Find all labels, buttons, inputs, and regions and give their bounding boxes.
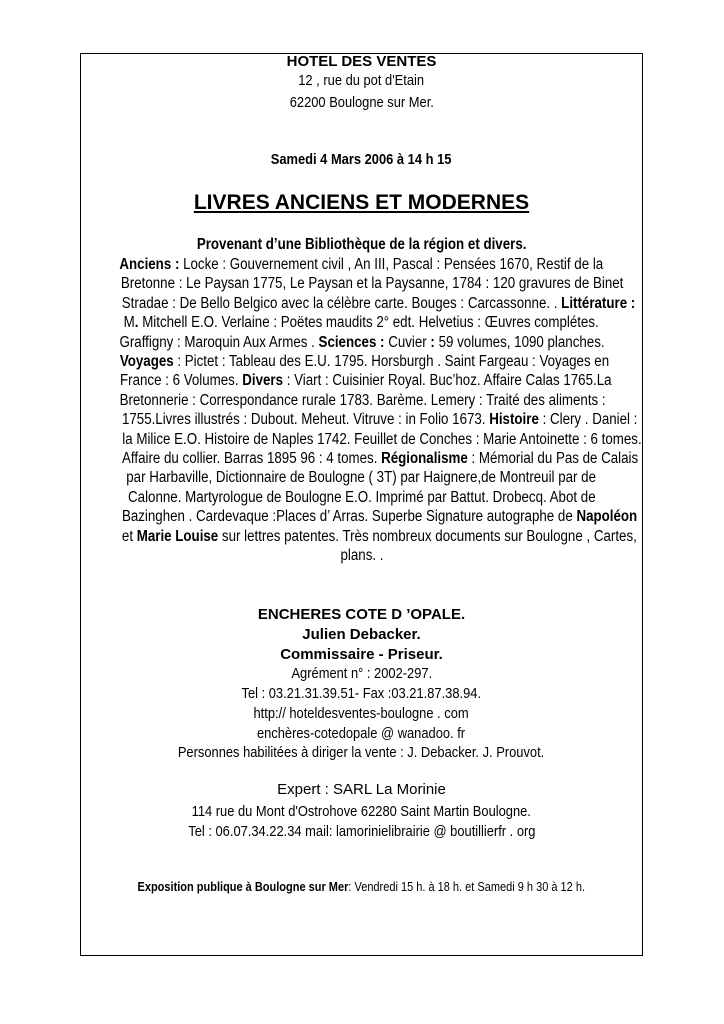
description-text: 1755.Livres illustrés : Dubout. Meheut. Vitruve : in Folio 1673.: [121, 411, 490, 429]
description-keyword: Régionalisme: [381, 450, 468, 467]
description-line-text: [122, 507, 637, 526]
description-text: M: [123, 314, 136, 332]
phone-fax: Tel : 03.21.31.39.51- Fax :03.21.87.38.94.: [241, 685, 482, 702]
description-keyword: Histoire: [489, 411, 539, 429]
authorized-persons: Personnes habilitées à diriger la vente : J. Debacker. J. Prouvot.: [178, 744, 545, 761]
venue-address-city: 62200 Boulogne sur Mer.: [289, 94, 434, 111]
description-text: : Clery . Daniel :: [538, 411, 638, 429]
description-line: [80, 430, 643, 449]
description-line: [80, 546, 643, 565]
auctioneer-role: Commissaire - Priseur.: [280, 646, 443, 663]
description-keyword: Littérature :: [561, 294, 636, 312]
description-line: [80, 468, 643, 487]
description-text: France : 6 Volumes.: [120, 372, 243, 390]
description-line: [80, 410, 643, 429]
description-line: [80, 352, 643, 371]
description-text: plans. .: [339, 547, 383, 564]
description-text: : Pictet : Tableau des E.U. 1795. Horsburgh . Saint Fargeau : Voyages en: [173, 353, 610, 370]
description-line-text: [128, 488, 596, 507]
description-line-text: [122, 430, 641, 449]
description-text: et: [121, 527, 137, 545]
description-line: [80, 391, 643, 410]
description-line-text: [124, 313, 599, 332]
website: http:// hoteldesventes-boulogne . com: [253, 705, 470, 722]
description-keyword: Sciences :: [318, 333, 385, 351]
description-text: Cuvier: [384, 333, 431, 351]
description-text: Stradae : De Bello Belgico avec la célèbre carte. Bouges : Carcassonne. .: [121, 294, 562, 312]
expert-address: 114 rue du Mont d'Ostrohove 62280 Saint Martin Boulogne.: [191, 803, 532, 820]
auctioneer-name: Julien Debacker.: [302, 626, 421, 643]
description-keyword: Voyages: [119, 353, 174, 370]
venue-title: HOTEL DES VENTES: [286, 53, 437, 70]
exposition-info: [80, 879, 643, 895]
description-keyword: Napoléon: [576, 508, 638, 526]
description-text: Bazinghen . Cardevaque :Places d’ Arras. Superbe Signature autographe de: [121, 508, 577, 526]
description-intro: Provenant d’une Bibliothèque de la région et divers.: [196, 236, 527, 253]
description-line-text: [122, 294, 635, 313]
expert-name: Expert : SARL La Morinie: [277, 781, 446, 798]
description-line: [80, 507, 643, 526]
sale-title: LIVRES ANCIENS ET MODERNES: [193, 191, 530, 214]
description-text: Bretonne : Le Paysan 1775, Le Paysan et la Paysanne, 1784 : 120 gravures de Binet: [120, 275, 624, 293]
description-keyword: :: [430, 333, 435, 351]
description-text: Locke : Gouvernement civil , An III, Pascal : Pensées 1670, Restif de la: [183, 256, 604, 273]
sale-date: Samedi 4 Mars 2006 à 14 h 15: [271, 151, 452, 168]
email: enchères-cotedopale @ wanadoo. fr: [257, 725, 466, 742]
description-text: 59 volumes, 1090 planches.: [434, 333, 605, 351]
description-text: Affaire du collier. Barras 1895 96 : 4 tomes.: [122, 450, 382, 467]
description-line-text: [127, 468, 597, 487]
description-line-text: [120, 255, 604, 274]
description-line-text: [122, 410, 637, 429]
venue-address-street: 12 , rue du pot d'Etain: [298, 72, 425, 89]
description-line-text: [121, 274, 623, 293]
description-line: [80, 449, 643, 468]
description-text: la Milice E.O. Histoire de Naples 1742. Feuillet de Conches : Marie Antoinette : 6 tomes.: [122, 430, 642, 448]
description-line: [80, 333, 643, 352]
description-text: Graffigny : Maroquin Aux Armes .: [119, 333, 319, 351]
exposition-label: Exposition publique à Boulogne sur Mer: [137, 880, 349, 894]
description-line-text: [120, 391, 606, 410]
description-line: [80, 527, 643, 546]
description-line: [80, 371, 643, 390]
description-text: : Viart : Cuisinier Royal. Buc’hoz. Affaire Calas 1765.La: [283, 372, 612, 390]
description-line-text: [120, 371, 612, 390]
description-line: [80, 274, 643, 293]
description-text: Bretonnerie : Correspondance rurale 1783. Barème. Lemery : Traité des aliments :: [119, 391, 606, 409]
description-line-text: [340, 546, 383, 565]
description-text: sur lettres patentes. Très nombreux documents sur Boulogne , Cartes,: [218, 527, 637, 545]
description-text: : Mémorial du Pas de Calais: [467, 450, 639, 467]
agrement-number: Agrément n° : 2002-297.: [291, 665, 432, 682]
auction-firm: ENCHERES COTE D ’OPALE.: [257, 606, 466, 623]
description-text: Mitchell E.O. Verlaine : Poëtes maudits 2° edt. Helvetius : Œuvres complétes.: [138, 314, 600, 332]
description-line-text: [119, 333, 604, 352]
exposition-details: : Vendredi 15 h. à 18 h. et Samedi 9 h 30 à 12 h.: [348, 880, 586, 894]
description-line: [80, 488, 643, 507]
description-line: [80, 294, 643, 313]
description-line-text: [122, 527, 637, 546]
description-keyword: .: [135, 314, 139, 332]
expert-contact: Tel : 06.07.34.22.34 mail: lamorinielibrairie @ boutillierfr . org: [187, 823, 536, 840]
description-keyword: Marie Louise: [136, 527, 219, 545]
description-line-text: [122, 449, 638, 468]
description-text: par Harbaville, Dictionnaire de Boulogne ( 3T) par Haignere,de Montreuil par de: [126, 469, 597, 487]
description-line-text: [120, 352, 609, 371]
description-line: [80, 255, 643, 274]
description-keyword: Divers: [242, 372, 284, 390]
description-text: Calonne. Martyrologue de Boulogne E.O. Imprimé par Battut. Drobecq. Abot de: [127, 488, 596, 506]
description-keyword: Anciens :: [119, 256, 184, 273]
description-line: [80, 313, 643, 332]
